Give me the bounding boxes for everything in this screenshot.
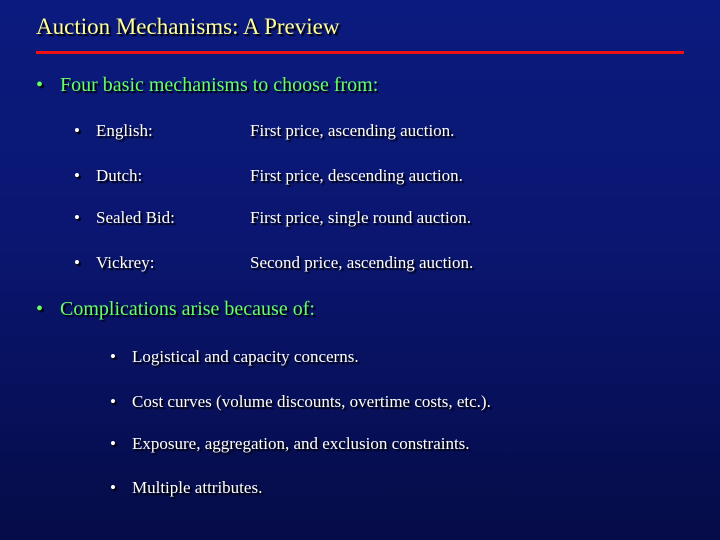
bullet-icon: • [110, 478, 116, 497]
bullet-icon: • [110, 434, 116, 453]
section-heading-mechanisms [36, 74, 378, 97]
bullet-icon: • [74, 208, 80, 227]
title-underline [36, 51, 684, 54]
complication-item [110, 478, 262, 498]
complication-item [110, 392, 491, 412]
mechanism-name: English: [96, 121, 153, 140]
complication-text: Exposure, aggregation, and exclusion constraints. [132, 434, 470, 453]
bullet-icon: • [74, 166, 80, 185]
complication-item [110, 347, 359, 367]
bullet-icon: • [36, 74, 44, 96]
complication-text: Logistical and capacity concerns. [132, 347, 359, 366]
complication-text: Cost curves (volume discounts, overtime costs, etc.). [132, 392, 491, 411]
mechanism-name: Dutch: [96, 166, 143, 185]
heading-text: Complications arise because of: [60, 298, 315, 320]
bullet-icon: • [110, 392, 116, 411]
mechanism-description: First price, single round auction. [250, 208, 471, 227]
mechanism-name: Sealed Bid: [96, 208, 175, 227]
heading-text: Four basic mechanisms to choose from: [60, 74, 379, 96]
bullet-icon: • [110, 347, 116, 366]
complication-item [110, 434, 470, 454]
mechanism-name: Vickrey: [96, 253, 155, 272]
slide-title: Auction Mechanisms: A Preview [36, 14, 340, 39]
bullet-icon: • [36, 298, 44, 320]
complication-text: Multiple attributes. [132, 478, 263, 497]
mechanism-description: Second price, ascending auction. [250, 253, 474, 272]
section-heading-complications [36, 298, 315, 321]
mechanism-description: First price, ascending auction. [250, 121, 455, 140]
bullet-icon: • [74, 253, 80, 272]
mechanism-description: First price, descending auction. [250, 166, 463, 185]
bullet-icon: • [74, 121, 80, 140]
